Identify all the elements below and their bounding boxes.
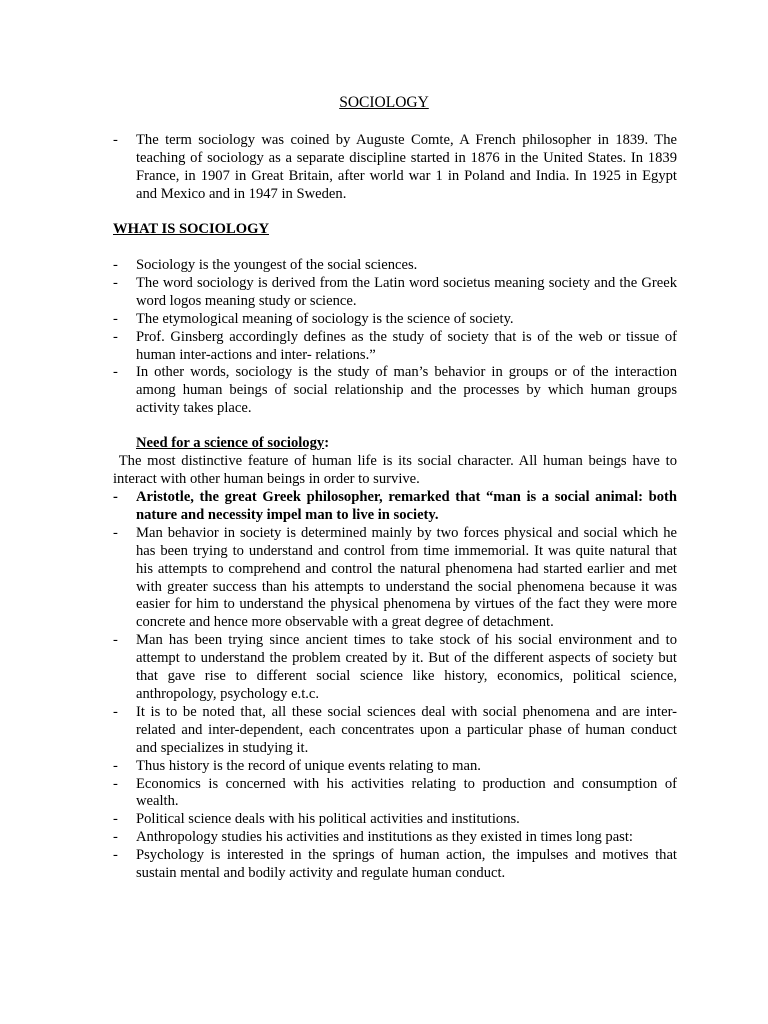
bullet-dash: -: [113, 132, 118, 148]
bullet-dash: -: [113, 811, 118, 828]
page-title: SOCIOLOGY: [339, 94, 429, 111]
bullet-dash: -: [113, 829, 118, 846]
bullet-dash: -: [113, 489, 118, 505]
bullet-dash: -: [113, 257, 118, 273]
bullet-dash: -: [113, 524, 118, 541]
list-item: [113, 525, 677, 632]
list-item: [113, 132, 677, 204]
list-item: [113, 275, 677, 311]
list-item: [113, 364, 677, 418]
bullet-dash: -: [113, 328, 118, 345]
list-item-text: Prof. Ginsberg accordingly defines as the study of society that is of the web or tissue of human inter-actions and inter- relations.”: [136, 328, 677, 363]
bullet-dash: -: [113, 775, 118, 792]
list-item-text: Man has been trying since ancient times to take stock of his social environment and to attempt to understand the problem created by it. But of the different aspects of society but that gave rise to different social science like history, economics, political science, anthropology, psychology e.t.c.: [136, 632, 677, 702]
list-item-text: It is to be noted that, all these social sciences deal with social phenomena and are inter-related and inter-dependent, each concentrates upon a particular phase of human conduct and specializes in studying it.: [136, 703, 677, 756]
bullet-dash: -: [113, 364, 118, 381]
list-item: [113, 811, 677, 829]
section-heading-what-is-sociology: WHAT IS SOCIOLOGY: [113, 221, 269, 237]
list-item: [113, 829, 677, 847]
list-item-text: In other words, sociology is the study of man’s behavior in groups or of the interaction among human beings of social relationship and the processes by which human groups activity takes place.: [136, 364, 677, 417]
list-item: [113, 847, 677, 883]
list-item-bold: [113, 489, 677, 525]
list-item-text: The term sociology was coined by Auguste Comte, A French philosopher in 1839. The teaching of sociology as a separate discipline started in 1876 in the United States. In 1839 France, in 1907 in Great Britain, after world war 1 in Poland and India. In 1925 in Egypt and Mexico and in 1947 in Sweden.: [136, 132, 677, 202]
list-item-text: Aristotle, the great Greek philosopher, remarked that “man is a social animal: both nature and necessity impel man to live in society.: [136, 489, 677, 523]
list-item: [113, 758, 677, 776]
list-item-text: Man behavior in society is determined mainly by two forces physical and social which he has been trying to understand and control from time immemorial. It was quite natural that his attempts to comprehend and control the natural phenomena had started earlier and met with greater success than his attempts to understand the social phenomena because it was easier for him to understand the physical phenomena by virtues of the fact they were more concrete and hence more observable with a great degree of detachment.: [136, 524, 677, 631]
section-heading-colon: :: [324, 435, 330, 451]
list-item-text: The etymological meaning of sociology is the science of society.: [136, 310, 514, 327]
bullet-dash: -: [113, 757, 118, 774]
bullet-dash: -: [113, 310, 118, 327]
what-is-sociology-list: [113, 257, 677, 418]
list-item-text: Political science deals with his political activities and institutions.: [136, 811, 520, 828]
list-item: [113, 632, 677, 704]
list-item: [113, 257, 677, 275]
list-item: [113, 704, 677, 758]
list-item-text: Anthropology studies his activities and institutions as they existed in times long past:: [136, 829, 633, 846]
bullet-dash: -: [113, 274, 118, 291]
list-item-text: Psychology is interested in the springs of human action, the impulses and motives that sustain mental and bodily activity and regulate human conduct.: [136, 847, 677, 882]
section-heading-text: Need for a science of sociology: [136, 435, 325, 451]
list-item: [113, 776, 677, 812]
section-heading-need-for-science: [136, 435, 329, 453]
list-item-text: The word sociology is derived from the Latin word societus meaning society and the Greek word logos meaning study or science.: [136, 274, 677, 309]
intro-list: [113, 132, 677, 204]
list-item-text: Thus history is the record of unique events relating to man.: [136, 757, 481, 774]
list-item: [113, 329, 677, 365]
list-item: [113, 311, 677, 329]
bullet-dash: -: [113, 847, 118, 864]
section-intro-paragraph: The most distinctive feature of human life is its social character. All human beings have to interact with other human beings in order to survive.: [113, 453, 681, 487]
list-item-text: Sociology is the youngest of the social sciences.: [136, 257, 418, 273]
bullet-dash: -: [113, 703, 118, 720]
need-for-science-list: [113, 489, 677, 883]
bullet-dash: -: [113, 632, 118, 649]
list-item-text: Economics is concerned with his activities relating to production and consumption of wealth.: [136, 775, 677, 810]
